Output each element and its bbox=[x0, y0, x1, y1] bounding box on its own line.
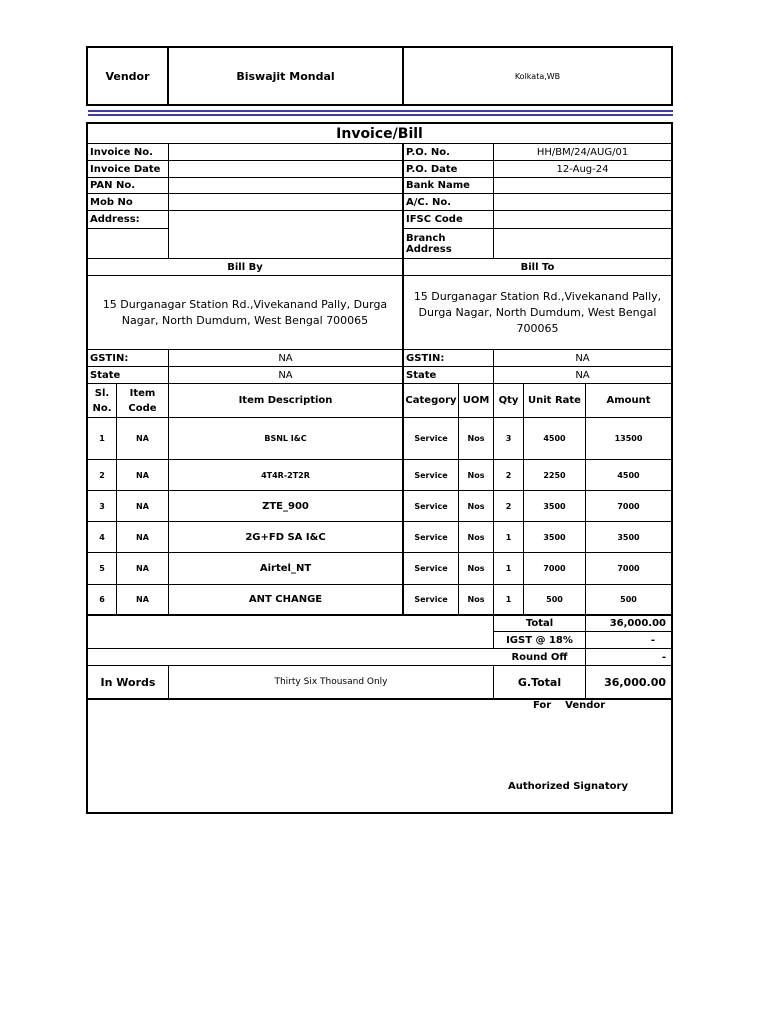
authorized-signatory: Authorized Signatory bbox=[508, 781, 628, 792]
row-amount: 7000 bbox=[617, 564, 640, 573]
bill-by-state-value: NA bbox=[278, 369, 293, 381]
col-header-category: Category bbox=[405, 395, 457, 406]
pan-no-value bbox=[169, 178, 402, 193]
bill-to-address: 15 Durganagar Station Rd.,Vivekanand Pally, Durga Nagar, North Dumdum, West Bengal 700065 bbox=[413, 289, 662, 335]
po-no-label: P.O. No. bbox=[406, 146, 450, 158]
col-header-item-description: Item Description bbox=[238, 395, 333, 406]
row-amount: 500 bbox=[620, 595, 637, 604]
mob-no-label: Mob No bbox=[90, 196, 133, 208]
vendor-location: Kolkata,WB bbox=[514, 71, 561, 81]
row-item-description: 2G+FD SA I&C bbox=[245, 531, 326, 543]
in-words-label: In Words bbox=[100, 675, 156, 689]
row-amount: 13500 bbox=[614, 434, 643, 443]
row-category: Service bbox=[414, 532, 448, 542]
po-date-value: 12-Aug-24 bbox=[556, 163, 609, 175]
ifsc-code-label: IFSC Code bbox=[406, 214, 463, 225]
total-label: Total bbox=[525, 617, 554, 629]
for-vendor-label: For Vendor bbox=[533, 700, 606, 711]
po-date-label: P.O. Date bbox=[406, 163, 458, 175]
invoice-date-value bbox=[169, 161, 402, 177]
row-sl-no: 5 bbox=[99, 564, 105, 573]
address-value bbox=[169, 211, 402, 258]
bill-to-heading: Bill To bbox=[520, 261, 555, 273]
col-header-uom: UOM bbox=[462, 395, 490, 406]
row-qty: 2 bbox=[505, 470, 512, 480]
bill-by-state-label: State bbox=[90, 369, 121, 381]
account-no-value bbox=[494, 194, 671, 210]
row-item-code: NA bbox=[136, 595, 149, 604]
vendor-label: Vendor bbox=[105, 69, 150, 83]
row-category: Service bbox=[414, 501, 448, 511]
branch-address-value bbox=[494, 229, 671, 258]
row-item-code: NA bbox=[136, 434, 149, 443]
row-amount: 3500 bbox=[617, 532, 640, 542]
row-qty: 1 bbox=[505, 532, 512, 542]
mob-no-value bbox=[169, 194, 402, 210]
row-unit-rate: 3500 bbox=[543, 532, 566, 542]
row-sl-no: 4 bbox=[99, 532, 105, 542]
row-unit-rate: 3500 bbox=[543, 501, 566, 511]
row-item-code: NA bbox=[136, 501, 149, 511]
po-no-value: HH/BM/24/AUG/01 bbox=[536, 146, 629, 158]
row-sl-no: 1 bbox=[99, 434, 105, 443]
row-amount: 4500 bbox=[617, 470, 640, 480]
row-category: Service bbox=[414, 470, 448, 480]
round-off-value: - bbox=[661, 651, 666, 663]
row-uom: Nos bbox=[467, 434, 485, 443]
row-item-description: Airtel_NT bbox=[259, 563, 312, 574]
row-qty: 3 bbox=[505, 434, 512, 443]
row-qty: 2 bbox=[505, 501, 512, 511]
col-header-unit-rate: Unit Rate bbox=[528, 395, 581, 406]
row-category: Service bbox=[414, 564, 448, 573]
row-qty: 1 bbox=[505, 564, 512, 573]
col-header-amount: Amount bbox=[606, 395, 651, 406]
invoice-no-value bbox=[169, 144, 402, 160]
row-uom: Nos bbox=[467, 595, 485, 604]
row-item-description: 4T4R-2T2R bbox=[261, 470, 310, 480]
account-no-label: A/C. No. bbox=[406, 196, 452, 208]
bill-by-gstin-label: GSTIN: bbox=[90, 352, 129, 364]
invoice-date-label: Invoice Date bbox=[90, 163, 161, 175]
bill-by-heading: Bill By bbox=[227, 261, 263, 273]
row-item-code: NA bbox=[136, 470, 149, 480]
row-unit-rate: 500 bbox=[546, 595, 563, 604]
pan-no-label: PAN No. bbox=[90, 180, 136, 191]
in-words-value: Thirty Six Thousand Only bbox=[274, 677, 388, 687]
row-item-description: ZTE_900 bbox=[262, 500, 309, 512]
col-header-item-code: Item Code bbox=[128, 387, 157, 414]
row-item-code: NA bbox=[136, 564, 149, 573]
address-label: Address: bbox=[90, 214, 140, 225]
row-unit-rate: 2250 bbox=[543, 470, 566, 480]
separator-line bbox=[88, 114, 673, 116]
col-header-sl-no: Sl. No. bbox=[92, 387, 112, 414]
row-uom: Nos bbox=[467, 470, 485, 480]
row-sl-no: 2 bbox=[99, 470, 105, 480]
row-unit-rate: 4500 bbox=[543, 434, 566, 443]
row-category: Service bbox=[414, 595, 448, 604]
row-uom: Nos bbox=[467, 501, 485, 511]
row-unit-rate: 7000 bbox=[543, 564, 566, 573]
row-uom: Nos bbox=[467, 564, 485, 573]
row-item-description: BSNL I&C bbox=[264, 434, 307, 443]
row-category: Service bbox=[414, 434, 448, 443]
grand-total-value: 36,000.00 bbox=[604, 675, 666, 689]
separator-line bbox=[88, 110, 673, 112]
invoice-no-label: Invoice No. bbox=[90, 146, 153, 158]
row-sl-no: 6 bbox=[99, 595, 105, 604]
row-item-code: NA bbox=[136, 532, 149, 542]
bill-to-gstin-value: NA bbox=[575, 352, 590, 364]
vendor-name: Biswajit Mondal bbox=[236, 69, 335, 83]
total-value: 36,000.00 bbox=[609, 617, 666, 629]
row-qty: 1 bbox=[505, 595, 512, 604]
igst-label: IGST @ 18% bbox=[506, 634, 573, 646]
ifsc-code-value bbox=[494, 211, 671, 228]
bill-to-state-label: State bbox=[406, 369, 437, 381]
bill-to-state-value: NA bbox=[575, 369, 590, 381]
bill-to-gstin-label: GSTIN: bbox=[406, 352, 445, 364]
row-amount: 7000 bbox=[617, 501, 640, 511]
row-item-description: ANT CHANGE bbox=[248, 594, 323, 605]
branch-address-label: Branch Address bbox=[406, 232, 452, 255]
bill-by-address: 15 Durganagar Station Rd.,Vivekanand Pally, Durga Nagar, North Dumdum, West Bengal 700065 bbox=[102, 297, 388, 327]
grand-total-label: G.Total bbox=[517, 675, 562, 689]
bank-name-label: Bank Name bbox=[406, 180, 470, 191]
row-uom: Nos bbox=[467, 532, 485, 542]
row-sl-no: 3 bbox=[99, 501, 105, 511]
bill-by-gstin-value: NA bbox=[278, 352, 293, 364]
invoice-title: Invoice/Bill bbox=[336, 125, 423, 142]
round-off-label: Round Off bbox=[511, 651, 568, 663]
col-header-qty: Qty bbox=[498, 395, 519, 406]
igst-value: - bbox=[650, 634, 655, 646]
bank-name-value bbox=[494, 178, 671, 193]
